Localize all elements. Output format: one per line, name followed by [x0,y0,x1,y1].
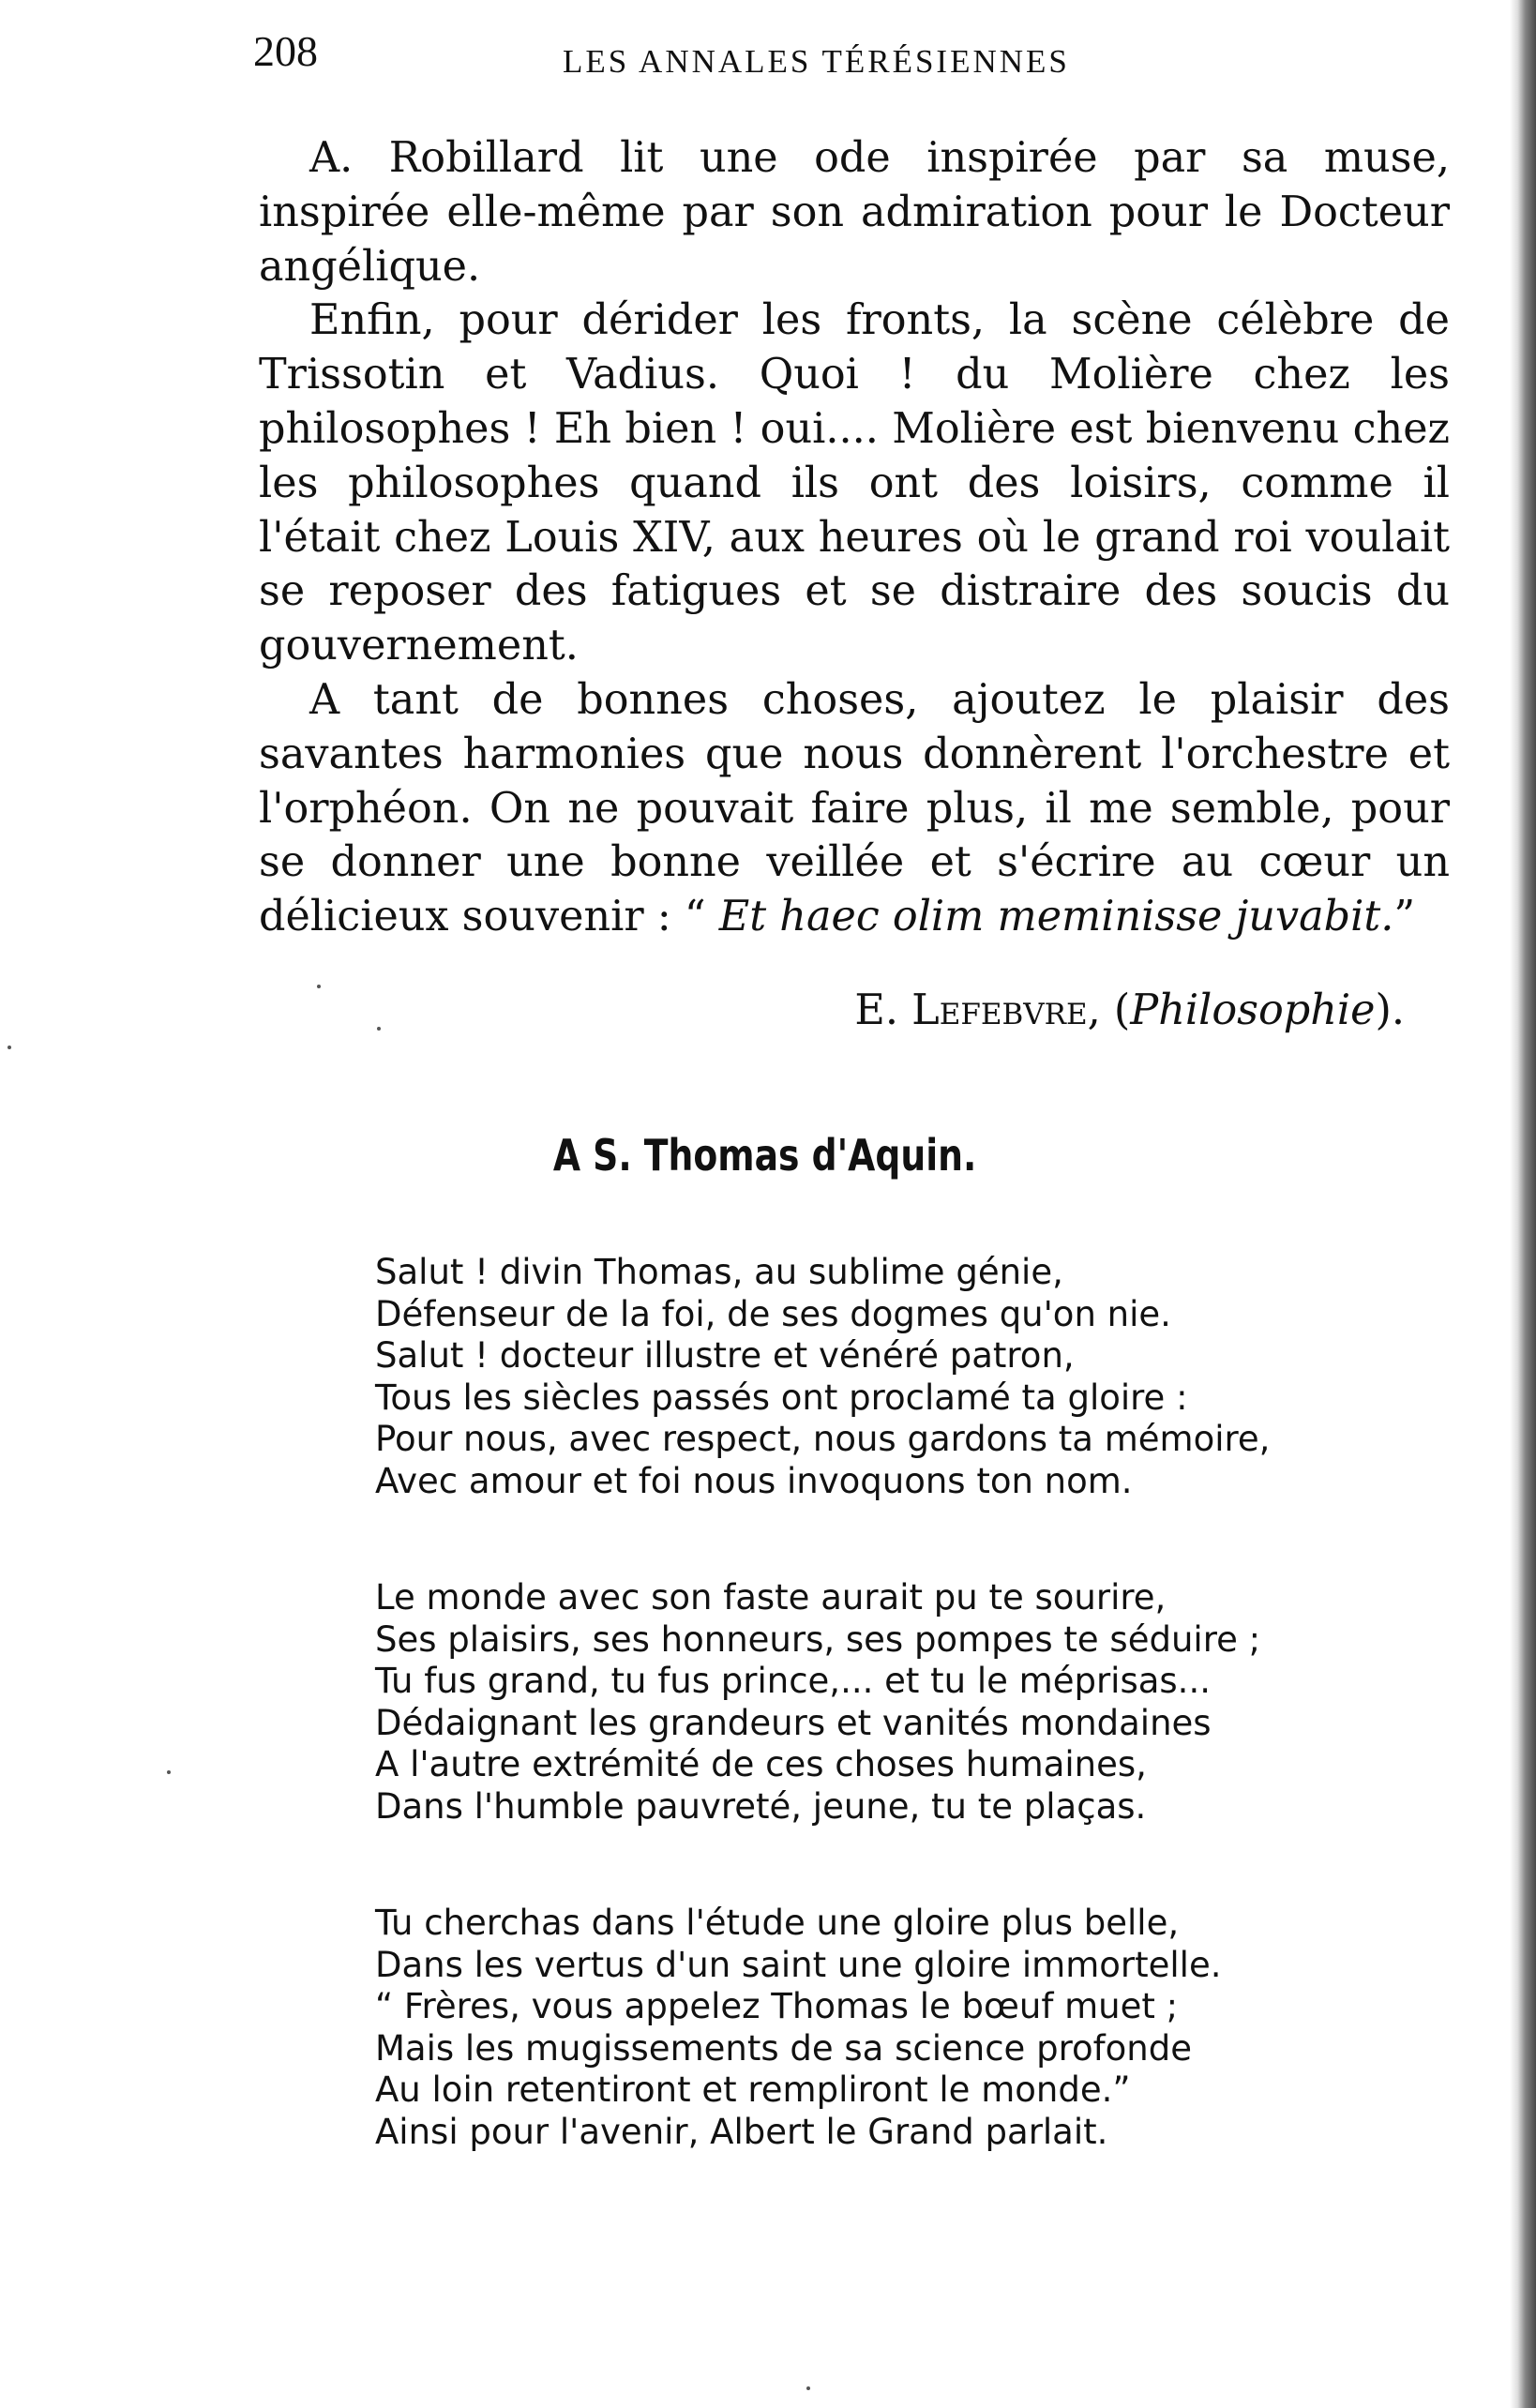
verse-line: Tu cherchas dans l'étude une gloire plus belle, [375,1903,1180,1943]
closing-quote-mark: ” [1393,893,1416,941]
verse-line: “ Frères, vous appelez Thomas le bœuf muet ; [375,1986,1179,2026]
paragraph-music-text: A tant de bonnes choses, ajoutez le plaisir des savantes harmonies que nous donnèrent l'orchestre et l'orphéon. On ne pouvait faire plus, il me semble, pour se donner une bonne veillée et s'écrire au cœur un délicieux souvenir : “ [259,675,1450,941]
verse-line: Salut ! docteur illustre et vénéré patron, [375,1335,1075,1376]
author-signature [259,986,1405,1034]
page-header [253,26,1463,92]
verse-line: Au loin retentiront et rempliront le monde.” [375,2069,1131,2110]
page-number: 208 [253,27,318,75]
print-speck [167,1770,171,1774]
poem [375,1252,1407,2228]
verse-line: A l'autre extrémité de ces choses humaines, [375,1744,1147,1784]
print-speck [317,985,321,988]
verse-line: Ainsi pour l'avenir, Albert le Grand parlait. [375,2111,1108,2152]
stanza-1 [375,1252,1407,1502]
verse-line: Dans l'humble pauvreté, jeune, tu te plaças. [375,1785,1147,1827]
verse-line: Le monde avec son faste aurait pu te sourire, [375,1577,1167,1618]
running-title: LES ANNALES TÉRÉSIENNES [563,43,1070,80]
print-speck [377,1027,381,1031]
verse-line: Défenseur de la foi, de ses dogmes qu'on nie. [375,1293,1171,1334]
stanza-2 [375,1577,1407,1828]
paragraph-robillard: A. Robillard lit une ode inspirée par sa muse, inspirée elle-même par son admiration pour le Docteur angélique. [259,134,1450,291]
verse-line: Tous les siècles passés ont proclamé ta gloire : [375,1377,1188,1418]
verse-line: Tu fus grand, tu fus prince,... et tu le méprisas... [375,1661,1211,1701]
verse-line: Mais les mugissements de sa science profonde [375,2027,1192,2069]
author-initial: E. [854,986,912,1034]
verse-line: Pour nous, avec respect, nous gardons ta mémoire, [375,1419,1271,1459]
stanza-3 [375,1903,1407,2153]
signature-separator: , ( [1087,986,1131,1034]
author-class: Philosophie [1130,986,1376,1034]
paragraph-music [259,673,1450,944]
verse-line: Avec amour et foi nous invoquons ton nom. [375,1460,1133,1501]
report-text [259,131,1450,944]
paragraph-moliere: Enfin, pour dérider les fronts, la scène célèbre de Trissotin et Vadius. Quoi ! du Molière chez les philosophes ! Eh bien ! oui.... Molière est bienvenu chez les philosophes quand ils ont des loisirs, comme il l'était chez Louis XIV, aux heures où le grand roi voulait se reposer des fatigues et se distraire des soucis du gouvernement. [259,296,1450,670]
author-surname: Lefebvre [911,986,1088,1034]
poem-title: A S. Thomas d'Aquin. [552,1130,977,1181]
print-speck [806,2386,810,2390]
page-binding-edge [1510,0,1536,2408]
verse-line: Dédaignant les grandeurs et vanités mondaines [375,1702,1212,1743]
print-speck [8,1046,11,1049]
signature-end: ). [1375,986,1405,1034]
latin-quote: Et haec olim meminisse juvabit. [718,893,1394,941]
verse-line: Salut ! divin Thomas, au sublime génie, [375,1252,1063,1292]
verse-line: Ses plaisirs, ses honneurs, ses pompes te séduire ; [375,1618,1261,1660]
verse-line: Dans les vertus d'un saint une gloire immortelle. [375,1944,1222,1985]
